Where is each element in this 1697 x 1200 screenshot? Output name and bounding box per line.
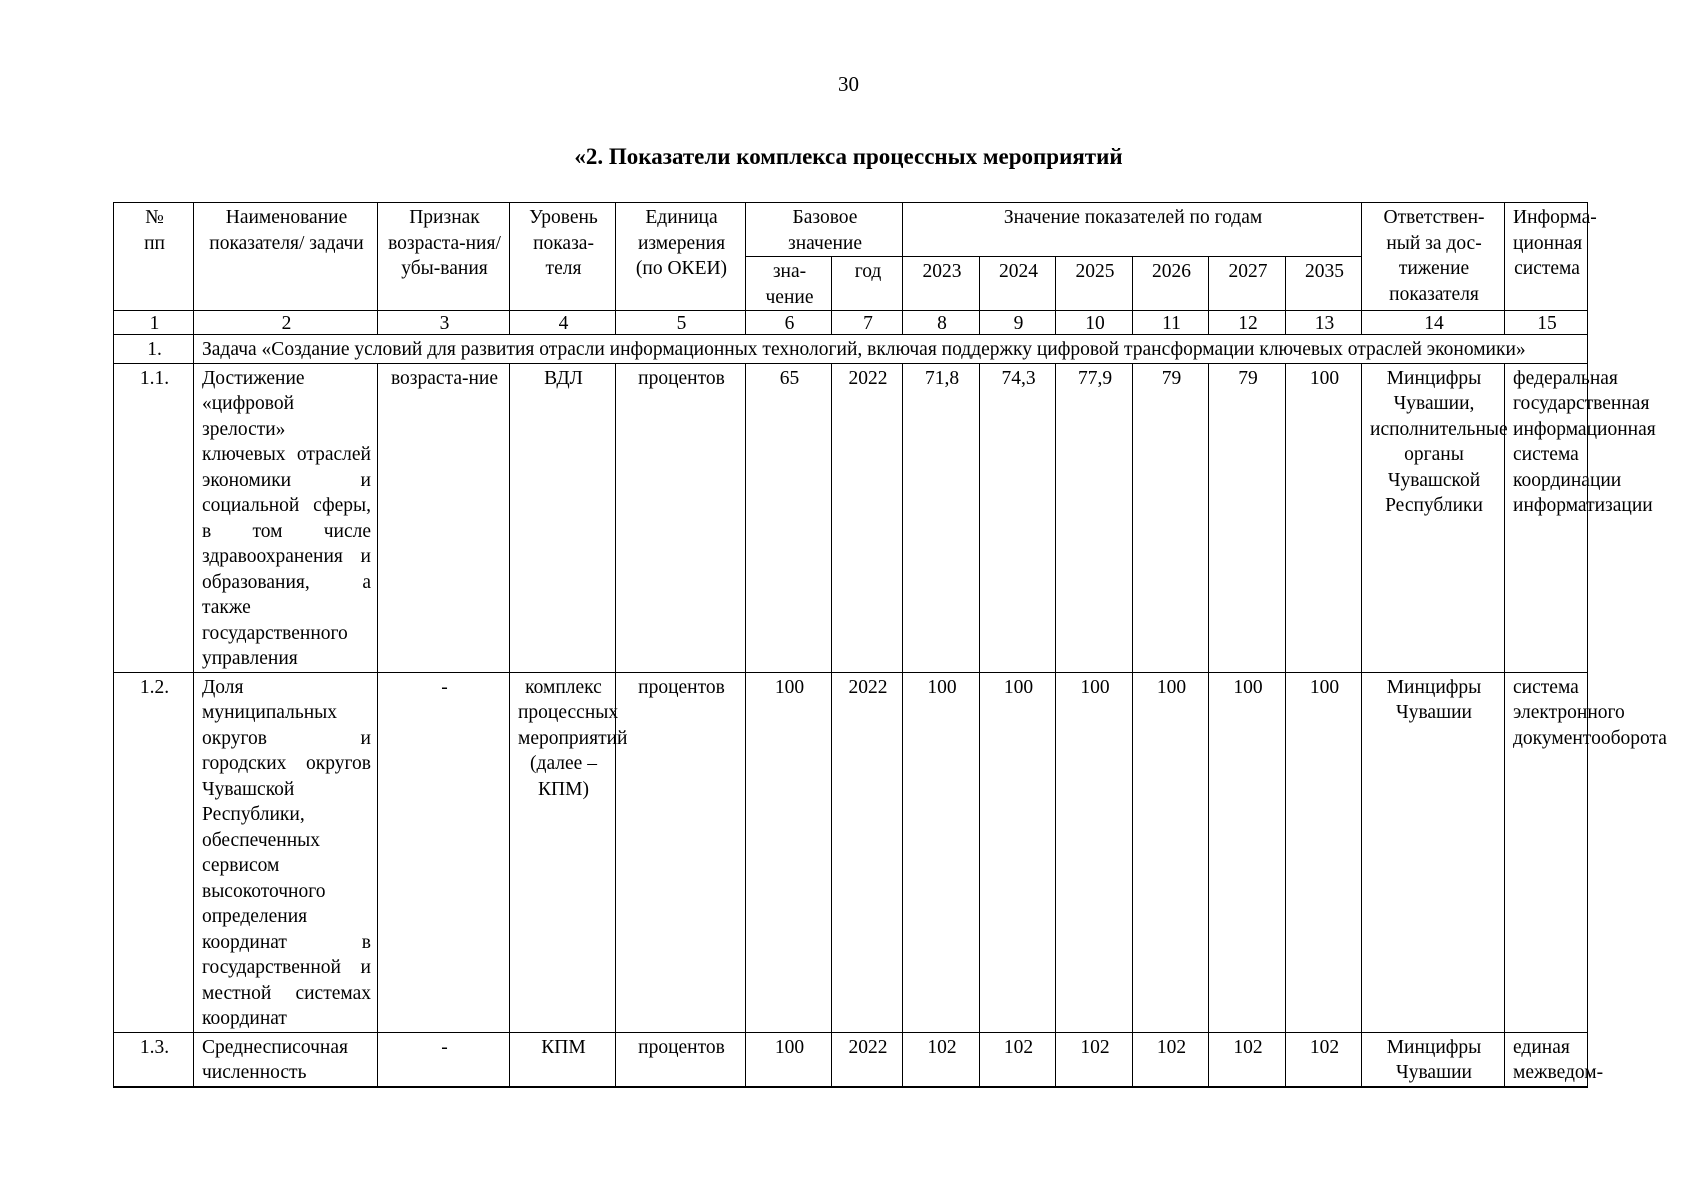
table-row [114, 672, 1588, 1032]
base-value: 100 [746, 672, 832, 1032]
indicator-level: ВДЛ [510, 363, 616, 672]
col-number: 14 [1362, 311, 1505, 335]
col-number: 8 [903, 311, 980, 335]
col-number: 7 [832, 311, 903, 335]
indicator-name: Доля муниципальных округов и городских округов Чувашской Республики, обеспеченных сервисом высокоточного определения координат в государственной и местной системах координат [194, 672, 378, 1032]
header-sign: Признак возраста-ния/ убы-вания [378, 203, 510, 311]
base-year: 2022 [832, 672, 903, 1032]
task-row [114, 335, 1588, 364]
indicators-table [113, 202, 1667, 1088]
year-value: 100 [1209, 672, 1286, 1032]
header-years-group: Значение показателей по годам [903, 203, 1362, 257]
year-value: 100 [1286, 672, 1362, 1032]
year-value: 100 [903, 672, 980, 1032]
section-title: «2. Показатели комплекса процессных мероприятий [574, 144, 1123, 169]
header-unit: Единица измерения (по ОКЕИ) [616, 203, 746, 311]
responsible: Минцифры Чувашии [1362, 1032, 1505, 1087]
indicator-level: комплекс процессных мероприятий (далее – КПМ) [510, 672, 616, 1032]
year-value: 102 [903, 1032, 980, 1087]
header-num: № пп [114, 203, 194, 311]
header-responsible: Ответствен-ный за дос-тижение показателя [1362, 203, 1505, 311]
year-value: 100 [1286, 363, 1362, 672]
page-number: 30 [838, 72, 859, 96]
table-row [114, 363, 1588, 672]
header-level: Уровень показа-теля [510, 203, 616, 311]
header-year: 2035 [1286, 257, 1362, 311]
header-name: Наименование показателя/ задачи [194, 203, 378, 311]
info-system: система электронного документооборота [1505, 672, 1588, 1032]
year-value: 74,3 [980, 363, 1056, 672]
header-year: 2023 [903, 257, 980, 311]
responsible: Минцифры Чувашии [1362, 672, 1505, 1032]
header-info-system: Информа-ционная система [1505, 203, 1588, 311]
indicator-name: Среднесписочная численность [194, 1032, 378, 1087]
col-number: 6 [746, 311, 832, 335]
col-number: 3 [378, 311, 510, 335]
col-number: 11 [1133, 311, 1209, 335]
indicator-sign: - [378, 1032, 510, 1087]
col-number: 2 [194, 311, 378, 335]
task-num: 1. [114, 335, 194, 364]
table-row [114, 1032, 1588, 1087]
col-number: 1 [114, 311, 194, 335]
year-value: 102 [1286, 1032, 1362, 1087]
row-num: 1.3. [114, 1032, 194, 1087]
info-system: единая межведом- [1505, 1032, 1588, 1087]
col-number: 15 [1505, 311, 1588, 335]
indicator-unit: процентов [616, 1032, 746, 1087]
indicator-level: КПМ [510, 1032, 616, 1087]
indicator-unit: процентов [616, 363, 746, 672]
col-number: 9 [980, 311, 1056, 335]
col-number: 5 [616, 311, 746, 335]
indicator-name: Достижение «цифровой зрелости» ключевых отраслей экономики и социальной сферы, в том числе здравоохранения и образования, а также государственного управления [194, 363, 378, 672]
header-base-year: год [832, 257, 903, 311]
col-number: 13 [1286, 311, 1362, 335]
header-base: Базовое значение [746, 203, 903, 257]
indicator-unit: процентов [616, 672, 746, 1032]
column-numbers-row [114, 311, 1588, 335]
year-value: 102 [1056, 1032, 1133, 1087]
base-year: 2022 [832, 1032, 903, 1087]
header-year: 2026 [1133, 257, 1209, 311]
header-year: 2025 [1056, 257, 1133, 311]
header-base-value: зна-чение [746, 257, 832, 311]
col-number: 4 [510, 311, 616, 335]
year-value: 71,8 [903, 363, 980, 672]
col-number: 10 [1056, 311, 1133, 335]
year-value: 79 [1209, 363, 1286, 672]
info-system: федеральная государственная информационная система координации информатизации [1505, 363, 1588, 672]
base-value: 65 [746, 363, 832, 672]
year-value: 100 [980, 672, 1056, 1032]
header-year: 2024 [980, 257, 1056, 311]
row-num: 1.1. [114, 363, 194, 672]
base-value: 100 [746, 1032, 832, 1087]
year-value: 100 [1056, 672, 1133, 1032]
col-number: 12 [1209, 311, 1286, 335]
row-num: 1.2. [114, 672, 194, 1032]
year-value: 102 [1133, 1032, 1209, 1087]
indicator-sign: - [378, 672, 510, 1032]
task-text: Задача «Создание условий для развития отрасли информационных технологий, включая поддержку цифровой трансформации ключевых отраслей экономики» [194, 335, 1588, 364]
indicator-sign: возраста-ние [378, 363, 510, 672]
responsible: Минцифры Чувашии, исполнительные органы Чувашской Республики [1362, 363, 1505, 672]
header-year: 2027 [1209, 257, 1286, 311]
year-value: 79 [1133, 363, 1209, 672]
base-year: 2022 [832, 363, 903, 672]
year-value: 77,9 [1056, 363, 1133, 672]
year-value: 100 [1133, 672, 1209, 1032]
year-value: 102 [1209, 1032, 1286, 1087]
year-value: 102 [980, 1032, 1056, 1087]
